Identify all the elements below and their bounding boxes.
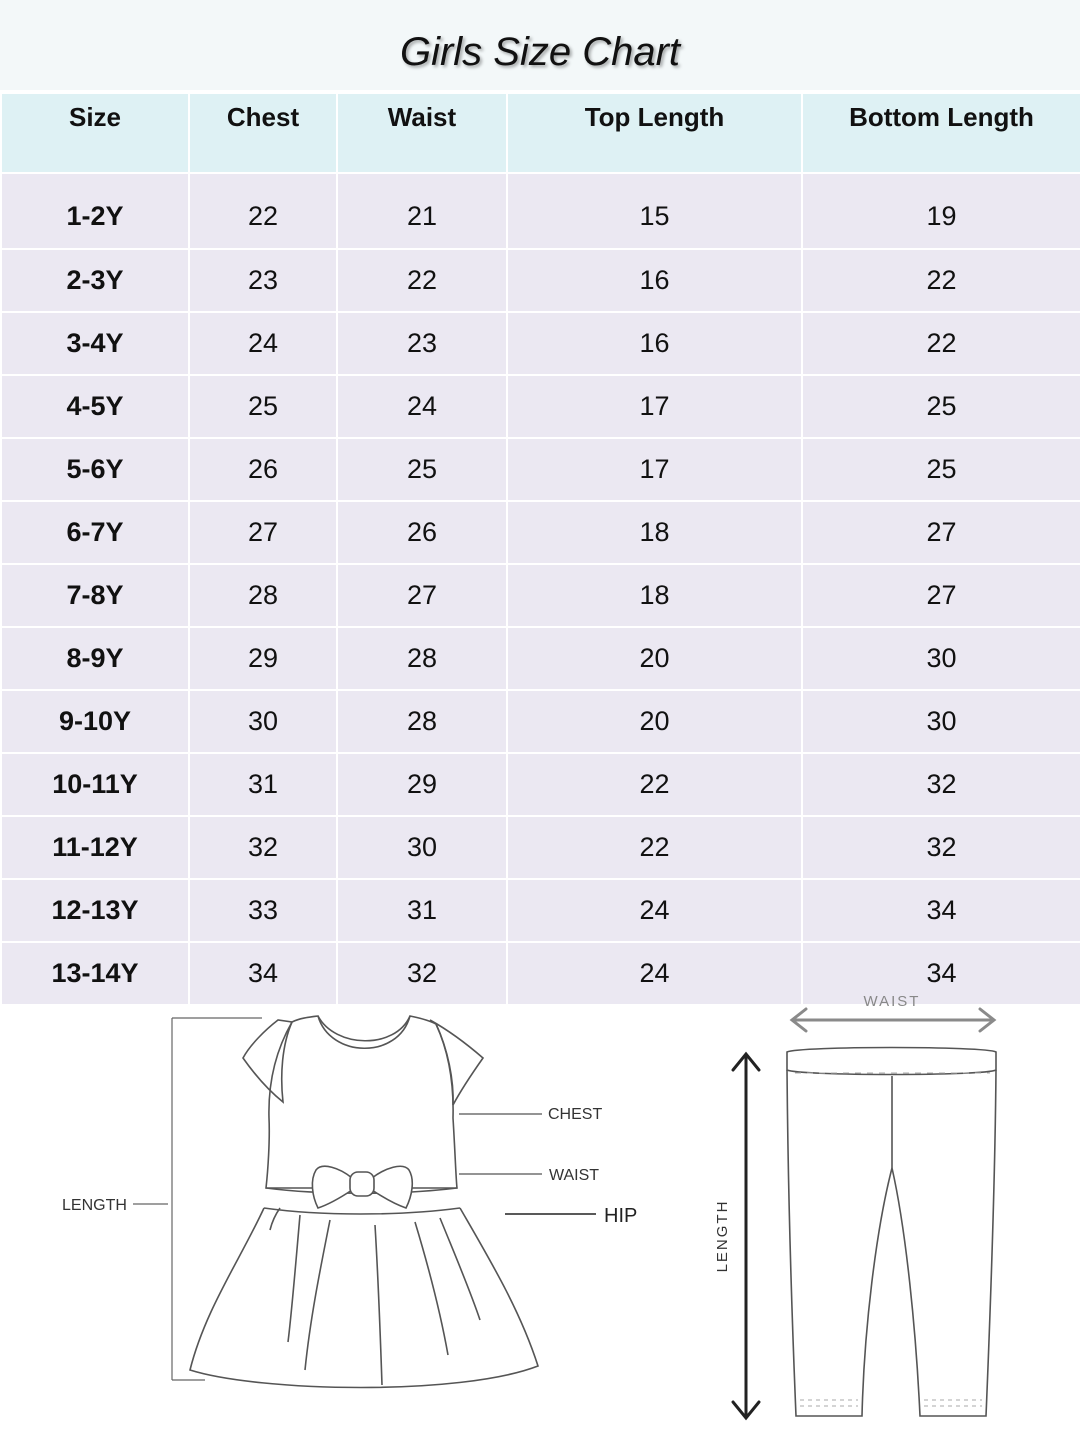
measurement-cell: 23 xyxy=(337,312,507,375)
size-cell: 6-7Y xyxy=(1,501,189,564)
column-header-chest: Chest xyxy=(189,93,337,173)
measurement-cell: 32 xyxy=(802,816,1080,879)
measurement-cell: 32 xyxy=(189,816,337,879)
table-row xyxy=(1,375,1080,438)
measurement-cell: 31 xyxy=(337,879,507,942)
measurement-cell: 25 xyxy=(802,438,1080,501)
measurement-cell: 22 xyxy=(507,816,802,879)
measurement-cell: 18 xyxy=(507,564,802,627)
measurement-cell: 19 xyxy=(802,173,1080,249)
table-row xyxy=(1,753,1080,816)
measurement-cell: 16 xyxy=(507,312,802,375)
measurement-cell: 28 xyxy=(189,564,337,627)
measurement-cell: 20 xyxy=(507,627,802,690)
measurement-cell: 27 xyxy=(189,501,337,564)
measurement-cell: 24 xyxy=(189,312,337,375)
measurement-cell: 30 xyxy=(802,690,1080,753)
measurement-cell: 32 xyxy=(802,753,1080,816)
size-cell: 10-11Y xyxy=(1,753,189,816)
size-cell: 11-12Y xyxy=(1,816,189,879)
measurement-cell: 27 xyxy=(802,564,1080,627)
size-cell: 3-4Y xyxy=(1,312,189,375)
measurement-cell: 30 xyxy=(802,627,1080,690)
measurement-cell: 22 xyxy=(507,753,802,816)
measurement-cell: 22 xyxy=(802,249,1080,312)
measurement-cell: 28 xyxy=(337,690,507,753)
size-cell: 12-13Y xyxy=(1,879,189,942)
measurement-cell: 25 xyxy=(802,375,1080,438)
column-header-bottom-length: Bottom Length xyxy=(802,93,1080,173)
table-row xyxy=(1,501,1080,564)
measurement-cell: 22 xyxy=(802,312,1080,375)
measurement-cell: 27 xyxy=(802,501,1080,564)
size-cell: 1-2Y xyxy=(1,173,189,249)
measurement-cell: 34 xyxy=(189,942,337,1005)
size-cell: 13-14Y xyxy=(1,942,189,1005)
waist-label: WAIST xyxy=(549,1167,600,1184)
measurement-cell: 15 xyxy=(507,173,802,249)
measurement-cell: 32 xyxy=(337,942,507,1005)
size-cell: 8-9Y xyxy=(1,627,189,690)
table-row xyxy=(1,249,1080,312)
header-row xyxy=(1,93,1080,173)
measurement-cell: 24 xyxy=(337,375,507,438)
page-title: Girls Size Chart xyxy=(399,30,681,74)
measurement-cell: 34 xyxy=(802,942,1080,1005)
size-cell: 5-6Y xyxy=(1,438,189,501)
column-header-size: Size xyxy=(1,93,189,173)
measurement-cell: 29 xyxy=(337,753,507,816)
waist-arrow xyxy=(792,1009,994,1031)
size-cell: 2-3Y xyxy=(1,249,189,312)
measurement-cell: 25 xyxy=(337,438,507,501)
measurement-cell: 21 xyxy=(337,173,507,249)
table-row xyxy=(1,312,1080,375)
measurement-cell: 31 xyxy=(189,753,337,816)
size-table xyxy=(0,92,1080,1006)
table-row xyxy=(1,816,1080,879)
table-row xyxy=(1,879,1080,942)
pants-length-label: LENGTH xyxy=(714,1199,731,1273)
table-row xyxy=(1,438,1080,501)
hip-label: HIP xyxy=(604,1205,638,1227)
measurement-cell: 20 xyxy=(507,690,802,753)
measurement-cell: 30 xyxy=(189,690,337,753)
pants-illustration xyxy=(787,1048,996,1417)
measurement-cell: 17 xyxy=(507,438,802,501)
size-cell: 9-10Y xyxy=(1,690,189,753)
measurement-cell: 28 xyxy=(337,627,507,690)
measurement-cell: 26 xyxy=(337,501,507,564)
measurement-cell: 24 xyxy=(507,879,802,942)
dress-illustration xyxy=(133,1016,538,1388)
measurement-cell: 30 xyxy=(337,816,507,879)
measurement-cell: 16 xyxy=(507,249,802,312)
measurement-cell: 33 xyxy=(189,879,337,942)
measurement-cell: 26 xyxy=(189,438,337,501)
measurement-cell: 22 xyxy=(189,173,337,249)
measurement-cell: 27 xyxy=(337,564,507,627)
table-body xyxy=(1,173,1080,1005)
size-cell: 7-8Y xyxy=(1,564,189,627)
pants-labels xyxy=(714,993,994,1418)
measurement-cell: 18 xyxy=(507,501,802,564)
table-row xyxy=(1,564,1080,627)
measurement-cell: 29 xyxy=(189,627,337,690)
title-bar xyxy=(0,0,1080,92)
chest-label: CHEST xyxy=(548,1106,603,1123)
measurement-cell: 34 xyxy=(802,879,1080,942)
measurement-cell: 24 xyxy=(507,942,802,1005)
measurement-cell: 25 xyxy=(189,375,337,438)
table-row xyxy=(1,690,1080,753)
pants-waist-label: WAIST xyxy=(863,993,921,1010)
column-header-top-length: Top Length xyxy=(507,93,802,173)
length-arrow xyxy=(733,1054,759,1418)
size-cell: 4-5Y xyxy=(1,375,189,438)
dress-length-label: LENGTH xyxy=(62,1197,127,1214)
table-row xyxy=(1,627,1080,690)
garment-diagrams xyxy=(0,990,1080,1440)
measurement-cell: 17 xyxy=(507,375,802,438)
dress-labels xyxy=(62,1106,637,1227)
column-header-waist: Waist xyxy=(337,93,507,173)
measurement-cell: 23 xyxy=(189,249,337,312)
table-header xyxy=(1,93,1080,173)
table-row xyxy=(1,173,1080,249)
measurement-cell: 22 xyxy=(337,249,507,312)
